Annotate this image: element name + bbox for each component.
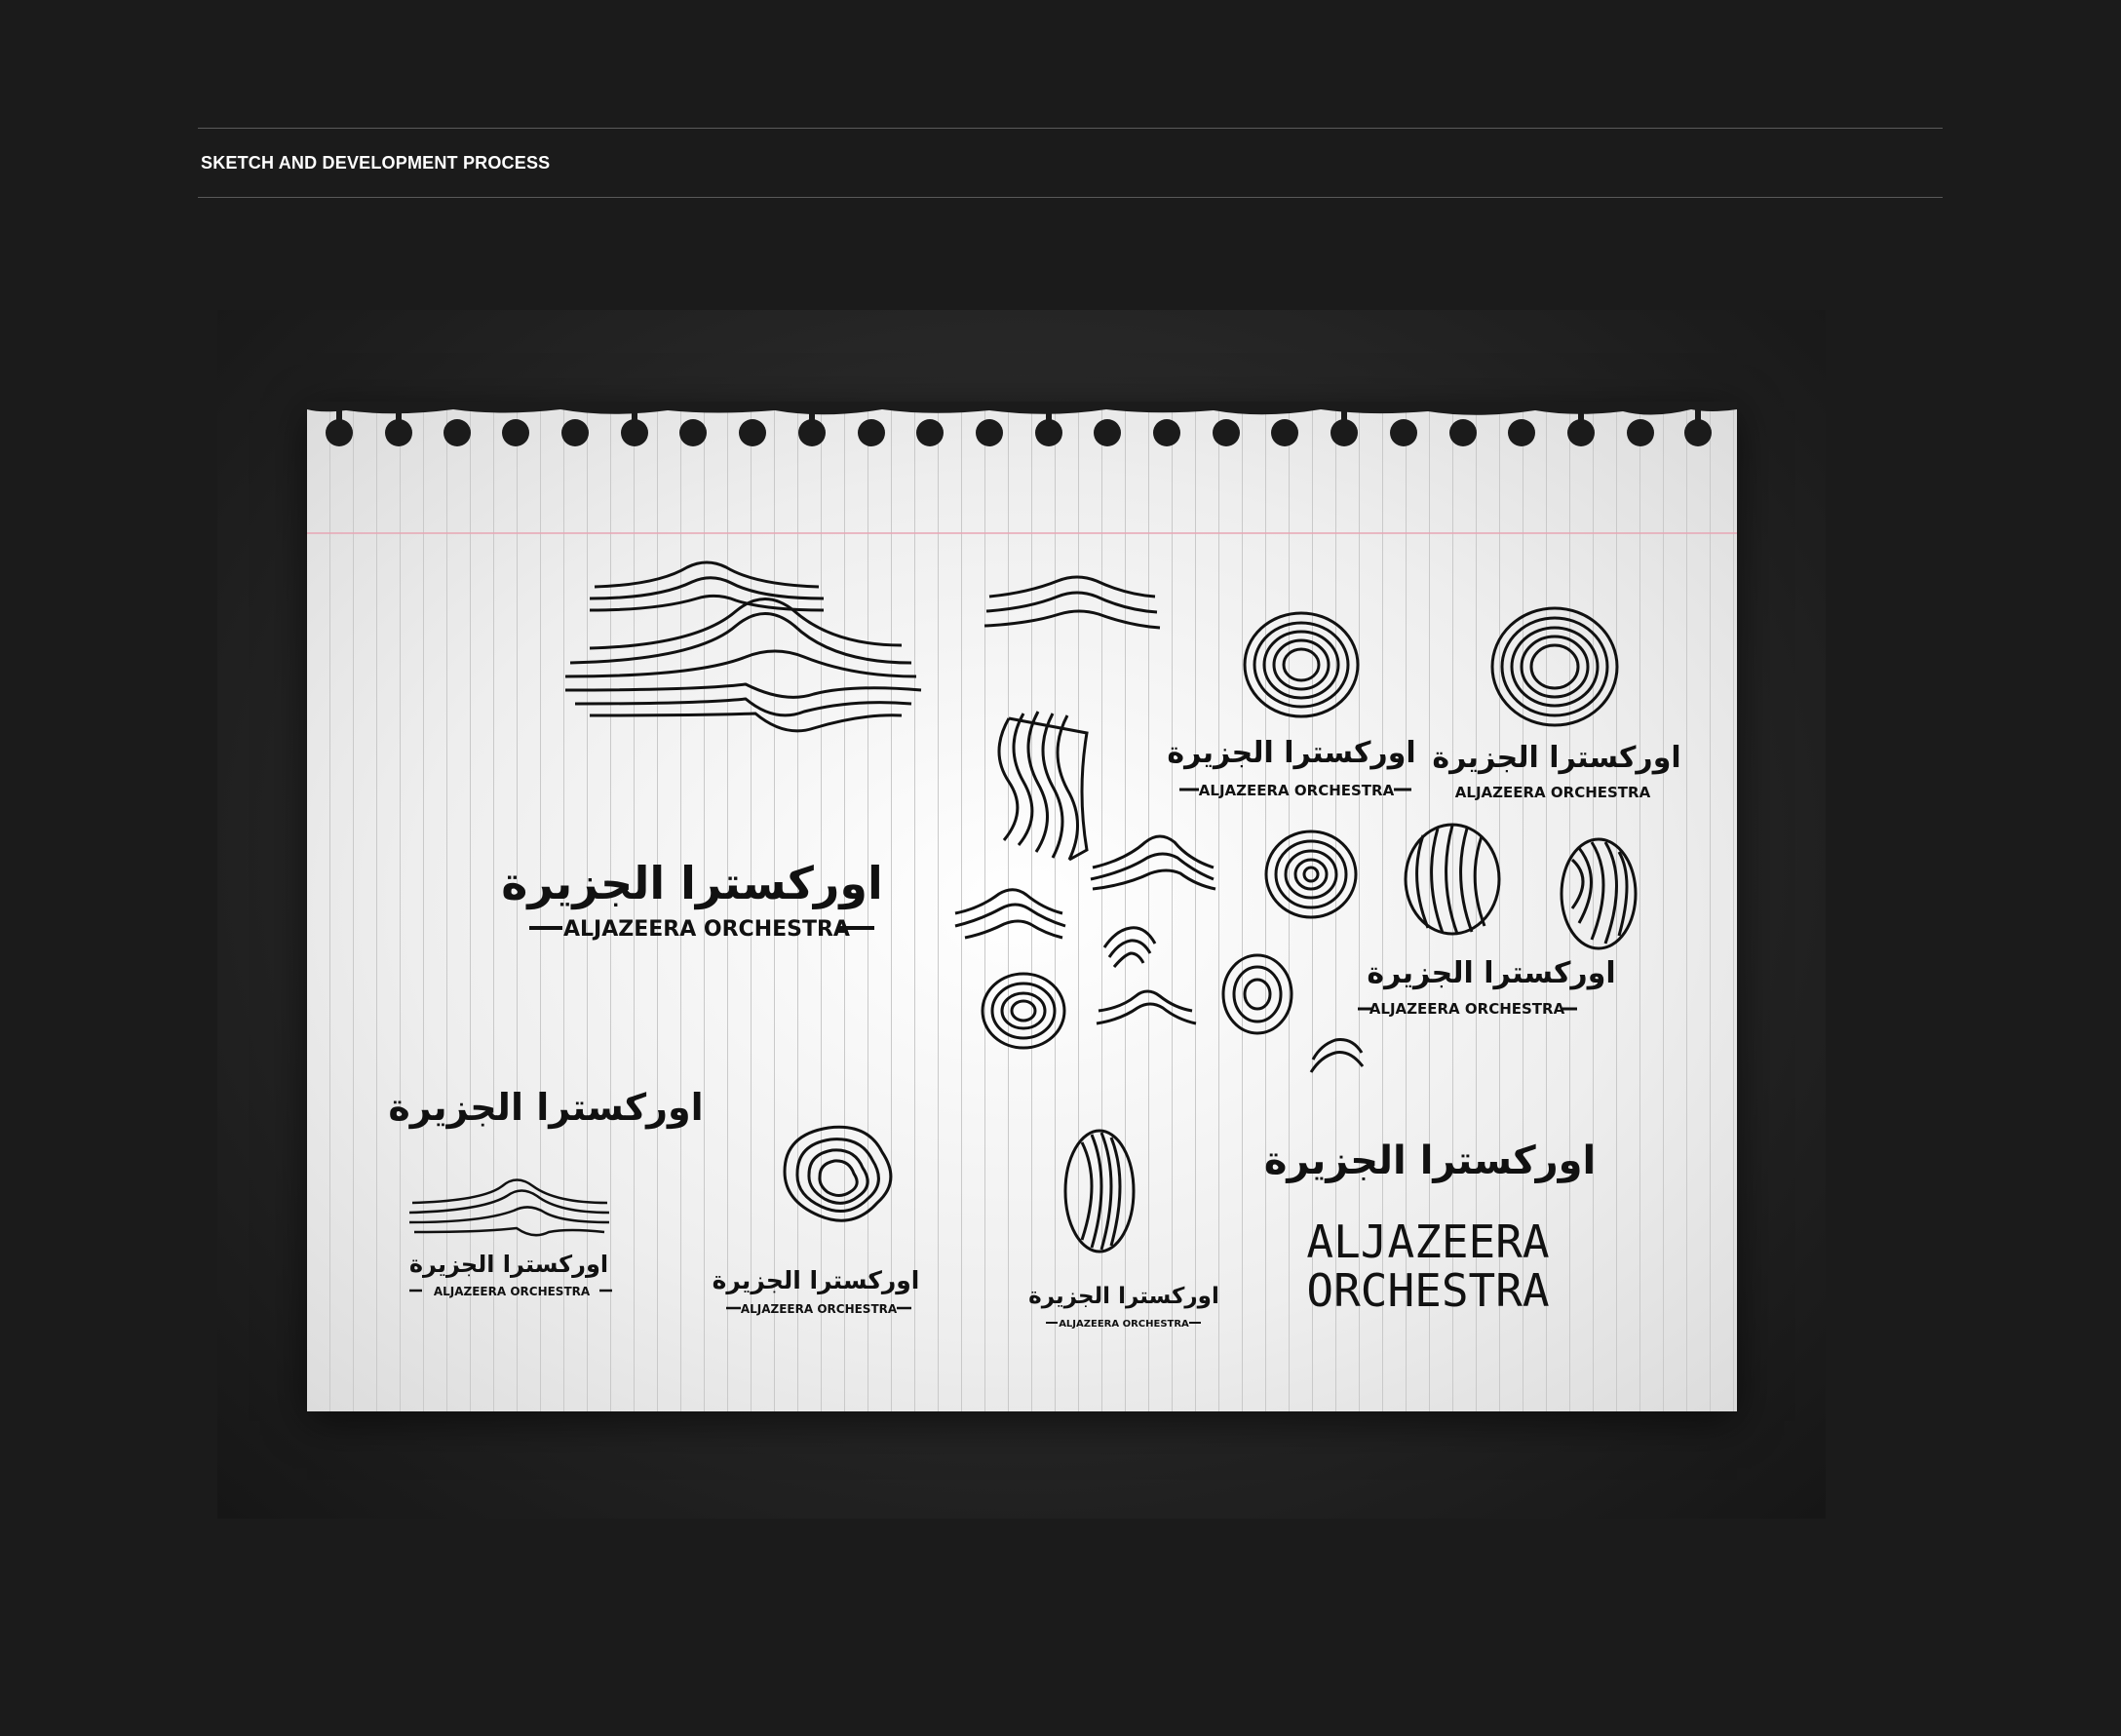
ring-mark-4 bbox=[983, 974, 1064, 1048]
wordmark-english-line1: ALJAZEERA bbox=[1306, 1215, 1550, 1268]
wobbly-ring-mark bbox=[785, 1127, 891, 1220]
wordmark-english-1: ALJAZEERA ORCHESTRA bbox=[1198, 782, 1395, 799]
torn-edge bbox=[307, 402, 1737, 415]
wordmark-english-7: ALJAZEERA ORCHESTRA bbox=[1059, 1319, 1189, 1330]
wordmark-arabic-1: اوركسترا الجزيرة bbox=[1167, 736, 1416, 770]
wordmark-arabic-7: اوركسترا الجزيرة bbox=[1028, 1284, 1219, 1309]
wordmark-english-line2: ORCHESTRA bbox=[1306, 1264, 1550, 1317]
wordmark-arabic-2: اوركسترا الجزيرة bbox=[1432, 741, 1681, 775]
wordmark-english-5: ALJAZEERA ORCHESTRA bbox=[433, 1285, 591, 1298]
wordmark-arabic-3: اوركسترا الجزيرة bbox=[1367, 956, 1616, 990]
header-bottom-rule bbox=[198, 197, 1943, 198]
wave-mark-small-bottom bbox=[409, 1180, 609, 1236]
striped-oval-mark-3 bbox=[1065, 1131, 1134, 1252]
section-title: SKETCH AND DEVELOPMENT PROCESS bbox=[201, 153, 551, 173]
header-top-rule bbox=[198, 128, 1943, 129]
sketch-drawing bbox=[307, 402, 1737, 1411]
wave-mark-small-top bbox=[590, 562, 824, 610]
wordmark-english-6: ALJAZEERA ORCHESTRA bbox=[740, 1302, 898, 1316]
wordmark-arabic-4: اوركسترا الجزيرة bbox=[388, 1086, 704, 1129]
ring-mark-5 bbox=[1223, 955, 1292, 1033]
wordmark-english-large: ALJAZEERA ORCHESTRA bbox=[563, 917, 850, 942]
ring-mark-1 bbox=[1245, 613, 1358, 716]
striped-oval-mark-1 bbox=[1406, 825, 1499, 934]
binder-holes bbox=[326, 419, 1712, 446]
ring-mark-3 bbox=[1266, 831, 1356, 917]
wavy-flag-mark bbox=[999, 712, 1087, 860]
wordmark-english-2: ALJAZEERA ORCHESTRA bbox=[1454, 784, 1651, 801]
wordmark-english-3: ALJAZEERA ORCHESTRA bbox=[1369, 1000, 1565, 1018]
wordmark-arabic-8: اوركسترا الجزيرة bbox=[1263, 1138, 1597, 1183]
wordmark-arabic-large: اوركسترا الجزيرة bbox=[501, 857, 883, 909]
wordmark-arabic-6: اوركسترا الجزيرة bbox=[712, 1266, 920, 1294]
wave-mark-top-center bbox=[984, 577, 1160, 628]
wave-mark-large bbox=[565, 599, 921, 731]
ring-mark-2 bbox=[1492, 608, 1617, 725]
notebook-paper bbox=[307, 402, 1737, 1411]
wordmark-arabic-5: اوركسترا الجزيرة bbox=[408, 1251, 609, 1278]
striped-oval-mark-2 bbox=[1562, 839, 1636, 948]
